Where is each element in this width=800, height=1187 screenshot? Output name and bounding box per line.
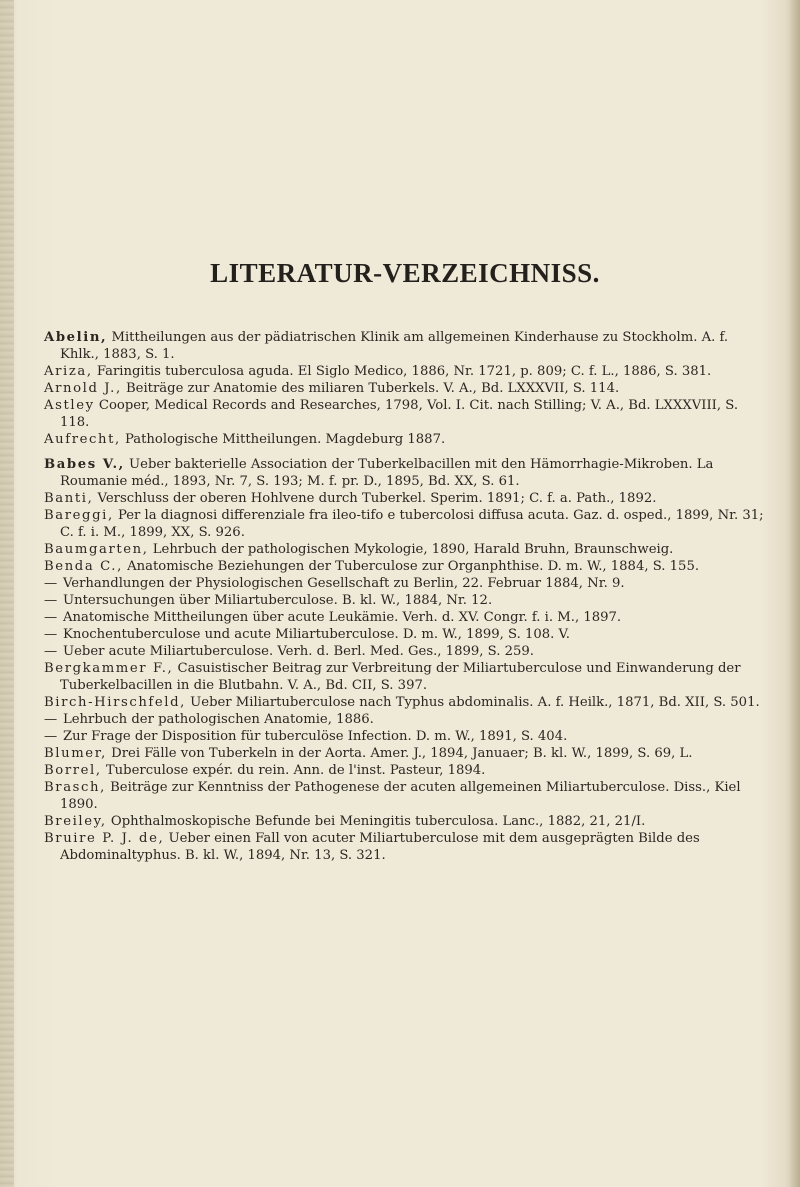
entry-author: Babes V.,: [44, 457, 125, 472]
entry-author: —: [44, 576, 59, 591]
bibliography-entry: [44, 643, 766, 660]
bibliography-list: [44, 329, 766, 864]
bibliography-entry: [44, 762, 766, 779]
bibliography-entry: [44, 431, 766, 448]
bibliography-entry: [44, 830, 766, 864]
entry-citation: Zur Frage der Disposition für tuberculöse Infection. D. m. W., 1891, S. 404.: [58, 729, 568, 744]
bibliography-entry: [44, 456, 766, 490]
entry-author: —: [44, 644, 59, 659]
entry-citation: Faringitis tuberculosa aguda. El Siglo Medico, 1886, Nr. 1721, p. 809; C. f. L., 1886, S. 381.: [92, 364, 712, 379]
bibliography-entry: [44, 694, 766, 711]
entry-citation: Cooper, Medical Records and Researches, 1798, Vol. I. Cit. nach Stilling; V. A., Bd. LXXXVIII, S. 118.: [60, 398, 739, 430]
entry-citation: Mittheilungen aus der pädiatrischen Klinik am allgemeinen Kinderhause zu Stockholm. A. f. Khlk., 1883, S. 1.: [60, 330, 729, 362]
entry-author: Baumgarten,: [44, 542, 149, 557]
entry-citation: Beiträge zur Anatomie des miliaren Tuberkels. V. A., Bd. LXXXVII, S. 114.: [121, 381, 620, 396]
entry-citation: Ueber Miliartuberculose nach Typhus abdominalis. A. f. Heilk., 1871, Bd. XII, S. 501.: [185, 695, 760, 710]
entry-author: Bareggi,: [44, 508, 114, 523]
entry-citation: Ophthalmoskopische Befunde bei Meningitis tuberculosa. Lanc., 1882, 21, 21/I.: [106, 814, 646, 829]
entry-author: —: [44, 712, 59, 727]
entry-citation: Lehrbuch der pathologischen Mykologie, 1890, Harald Bruhn, Braunschweig.: [148, 542, 674, 557]
entry-author: Breiley,: [44, 814, 107, 829]
entry-citation: Casuistischer Beitrag zur Verbreitung der Miliartuberculose und Einwanderung der Tuberkelbacillen in die Blutbahn. V. A., Bd. CII, S. 397.: [60, 661, 741, 693]
entry-author: Birch-Hirschfeld,: [44, 695, 186, 710]
bibliography-entry: [44, 745, 766, 762]
bibliography-entry: [44, 592, 766, 609]
entry-citation: Ueber einen Fall von acuter Miliartuberculose mit dem ausgeprägten Bilde des Abdominaltyphus. B. kl. W., 1894, Nr. 13, S. 321.: [60, 831, 700, 863]
page-title: LITERATUR-VERZEICHNISS.: [210, 258, 600, 288]
entry-author: Benda C.,: [44, 559, 123, 574]
entry-citation: Beiträge zur Kenntniss der Pathogenese der acuten allgemeinen Miliartuberculose. Diss., Kiel 1890.: [60, 780, 741, 812]
entry-citation: Knochentuberculose und acute Miliartuberculose. D. m. W., 1899, S. 108. V.: [58, 627, 570, 642]
bibliography-group: [44, 329, 766, 448]
entry-citation: Verhandlungen der Physiologischen Gesellschaft zu Berlin, 22. Februar 1884, Nr. 9.: [58, 576, 625, 591]
bibliography-entry: [44, 711, 766, 728]
bibliography-entry: [44, 575, 766, 592]
page-right-edge: [790, 0, 800, 1187]
bibliography-entry: [44, 490, 766, 507]
entry-author: Ariza,: [44, 364, 93, 379]
bibliography-entry: [44, 397, 766, 431]
entry-citation: Lehrbuch der pathologischen Anatomie, 1886.: [58, 712, 374, 727]
entry-author: Abelin,: [44, 330, 108, 345]
entry-citation: Pathologische Mittheilungen. Magdeburg 1887.: [120, 432, 446, 447]
bibliography-content: [44, 258, 766, 864]
entry-citation: Untersuchungen über Miliartuberculose. B. kl. W., 1884, Nr. 12.: [58, 593, 493, 608]
page-binding-edge: [0, 0, 14, 1187]
bibliography-entry: [44, 728, 766, 745]
bibliography-entry: [44, 541, 766, 558]
bibliography-entry: [44, 507, 766, 541]
bibliography-entry: [44, 813, 766, 830]
bibliography-entry: [44, 380, 766, 397]
entry-citation: Anatomische Beziehungen der Tuberculose zur Organphthise. D. m. W., 1884, S. 155.: [122, 559, 700, 574]
entry-author: Brasch,: [44, 780, 106, 795]
entry-author: —: [44, 627, 59, 642]
entry-author: —: [44, 593, 59, 608]
entry-citation: Tuberculose expér. du rein. Ann. de l'inst. Pasteur, 1894.: [101, 763, 486, 778]
entry-citation: Verschluss der oberen Hohlvene durch Tuberkel. Sperim. 1891; C. f. a. Path., 1892.: [93, 491, 657, 506]
bibliography-entry: [44, 363, 766, 380]
entry-citation: Anatomische Mittheilungen über acute Leukämie. Verh. d. XV. Congr. f. i. M., 1897.: [58, 610, 622, 625]
entry-citation: Ueber acute Miliartuberculose. Verh. d. Berl. Med. Ges., 1899, S. 259.: [58, 644, 534, 659]
bibliography-entry: [44, 609, 766, 626]
entry-author: Arnold J.,: [44, 381, 122, 396]
entry-author: Blumer,: [44, 746, 107, 761]
entry-author: —: [44, 729, 59, 744]
bibliography-entry: [44, 779, 766, 813]
entry-author: —: [44, 610, 59, 625]
entry-citation: Ueber bakterielle Association der Tuberkelbacillen mit den Hämorrhagie-Mikroben. La Roumanie méd., 1893, Nr. 7, S. 193; M. f. pr. D., 1895, Bd. XX, S. 61.: [60, 457, 714, 489]
entry-author: Astley: [44, 398, 95, 413]
entry-author: Borrel,: [44, 763, 102, 778]
entry-author: Banti,: [44, 491, 94, 506]
entry-author: Aufrecht,: [44, 432, 121, 447]
entry-citation: Per la diagnosi differenziale fra ileo-tifo e tubercolosi diffusa acuta. Gaz. d. osped., 1899, Nr. 31; C. f. i. M., 1899, XX, S. 926.: [60, 508, 764, 540]
entry-citation: Drei Fälle von Tuberkeln in der Aorta. Amer. J., 1894, Januaer; B. kl. W., 1899, S. 69, L.: [106, 746, 693, 761]
bibliography-entry: [44, 660, 766, 694]
bibliography-group: [44, 456, 766, 864]
bibliography-entry: [44, 329, 766, 363]
bibliography-entry: [44, 626, 766, 643]
entry-author: Bruire P. J. de,: [44, 831, 165, 846]
entry-author: Bergkammer F.,: [44, 661, 174, 676]
bibliography-entry: [44, 558, 766, 575]
